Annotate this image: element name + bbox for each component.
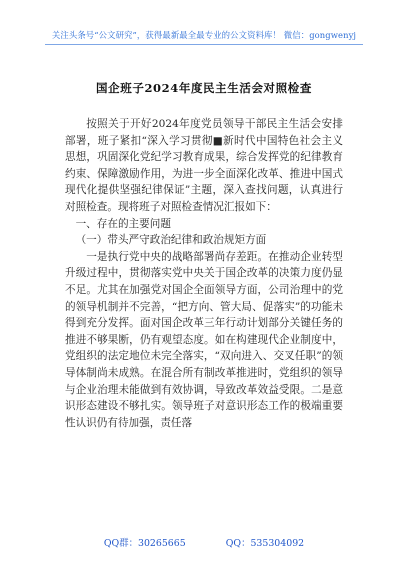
qq-contact-text: QQ：535304092 <box>225 538 305 549</box>
section-heading: 一、存在的主要问题 <box>75 217 171 230</box>
contact-footer <box>0 535 408 549</box>
sub-heading: （一）带头严守政治纪律和政治规矩方面 <box>75 234 267 247</box>
promo-banner: 关注头条号“公文研究”，获得最新最全最专业的公文资料库！ 微信：gongwenyj <box>51 30 357 40</box>
intro-paragraph: 按照关于开好2024年度党员领导干部民主生活会安排部署，班子紧扣“深入学习贯彻■新时代中国特色社会主义思想，巩固深化党纪学习教育成果，综合发挥党的纪律教育约束、保障激励作用，为进一步全面深化改革、推进中国式现代化提供坚强纪律保证”主题，深入查找问题，认真进行对照检查。现将班子对照检查情况汇报如下： <box>65 118 343 213</box>
header-divider <box>45 44 363 45</box>
body-paragraph: 一是执行党中央的战略部署尚存差距。在推动企业转型升级过程中，贯彻落实党中央关于国企改革的决策力度仍显不足。尤其在加强党对国企全面领导方面，公司治理中的党的领导机制并不完善，“把方向、管大局、促落实”的功能未得到充分发挥。面对国企改革三年行动计划部分关键任务的推进不够果断，仍有观望态度。如在构建现代企业制度中，党组织的法定地位未完全落实，“双向进入、交叉任职”的领导体制尚未成熟。在混合所有制改革推进时，党组织的领导与企业治理未能做到有效协调，导致改革效益受限。二是意识形态建设不够扎实。领导班子对意识形态工作的极端重要性认识仍有待加强，责任落 <box>65 250 343 429</box>
document-body <box>65 116 343 431</box>
document-title: 国企班子2024年度民主生活会对照检查 <box>96 81 312 95</box>
qq-group-text: QQ群：30265665 <box>103 538 186 549</box>
